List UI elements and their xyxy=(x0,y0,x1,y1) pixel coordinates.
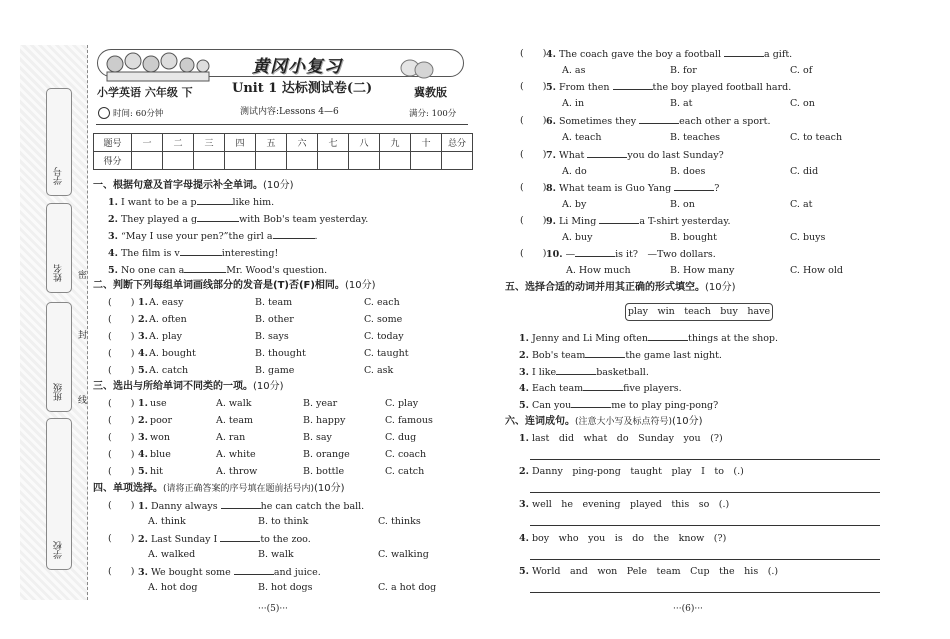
name-field[interactable] xyxy=(46,203,72,293)
time-label: 时间: 60分钟 xyxy=(113,109,164,119)
option-b: B. at xyxy=(670,98,693,109)
s1-item-2: 2. They played a g with Bob's team yesterday. xyxy=(108,214,369,225)
subject-label: 小学英语 六年级 下 xyxy=(97,86,193,99)
option-c: C. taught xyxy=(364,348,409,359)
option-a: A. often xyxy=(149,314,187,325)
answer-paren[interactable]: ( ) xyxy=(108,398,135,409)
score-input-cell[interactable] xyxy=(163,152,194,170)
answer-paren[interactable]: ( ) xyxy=(108,500,135,511)
option-c: C. buys xyxy=(790,232,826,243)
answer-paren[interactable]: ( ) xyxy=(520,149,547,160)
option-b: B. teaches xyxy=(670,132,721,143)
option-c: C. some xyxy=(364,314,403,325)
option-b: B. walk xyxy=(258,549,294,560)
section-2-title: 二、判断下列每组单词画线部分的发音是(T)否(F)相同。(10分) xyxy=(93,280,376,291)
option-b: B. says xyxy=(255,331,289,342)
answer-blank[interactable] xyxy=(587,149,627,158)
full-score-label: 满分: 100分 xyxy=(409,109,457,119)
section-4-title: 四、单项选择。(请将正确答案的序号填在题前括号内)(10分) xyxy=(93,483,345,494)
s5-item-3: 3. I like basketball. xyxy=(519,367,649,378)
option-c: C. play xyxy=(385,398,419,409)
option-c: C. at xyxy=(790,199,813,210)
s1-item-1: 1. I want to be a p like him. xyxy=(108,197,275,208)
option-a: A. by xyxy=(562,199,587,210)
section-3-title: 三、选出与所给单词不同类的一项。(10分) xyxy=(93,381,284,392)
answer-paren[interactable]: ( ) xyxy=(520,182,547,193)
answer-blank[interactable] xyxy=(599,215,639,224)
option-b: B. thought xyxy=(255,348,306,359)
answer-paren[interactable]: ( ) xyxy=(108,449,135,460)
score-input-cell[interactable] xyxy=(256,152,287,170)
score-cell: 八 xyxy=(349,134,380,152)
option-c: C. to teach xyxy=(790,132,843,143)
option-c: C. today xyxy=(364,331,404,342)
option-b: B. bought xyxy=(670,232,717,243)
given-word: blue xyxy=(150,449,171,460)
answer-line[interactable] xyxy=(530,481,880,493)
answer-blank[interactable] xyxy=(273,230,315,239)
option-a: A. easy xyxy=(149,297,184,308)
kids-illustration xyxy=(103,50,213,82)
option-a: A. teach xyxy=(562,132,602,143)
binding-xian: 线 xyxy=(78,396,88,406)
page-number-left: ···(5)··· xyxy=(258,604,288,614)
given-word: won xyxy=(150,432,170,443)
answer-paren[interactable]: ( ) xyxy=(520,215,547,226)
option-a: A. play xyxy=(149,331,183,342)
score-cell: 二 xyxy=(163,134,194,152)
option-c: C. dug xyxy=(385,432,417,443)
option-a: A. think xyxy=(148,516,186,527)
score-cell: 总分 xyxy=(442,134,473,152)
school-label: 学校 xyxy=(54,541,64,559)
word-bank: play win teach buy have xyxy=(625,303,773,321)
score-input-cell[interactable] xyxy=(225,152,256,170)
answer-blank[interactable] xyxy=(180,247,222,256)
option-c: C. How old xyxy=(790,265,843,276)
answer-line[interactable] xyxy=(530,548,880,560)
score-cell: 十 xyxy=(411,134,442,152)
edition-label: 冀教版 xyxy=(414,86,447,99)
answer-line[interactable] xyxy=(530,448,880,460)
option-a: A. walk xyxy=(216,398,252,409)
score-input-cell[interactable] xyxy=(380,152,411,170)
answer-paren[interactable]: ( ) xyxy=(108,566,135,577)
option-c: C. ask xyxy=(364,365,394,376)
answer-paren[interactable]: ( ) xyxy=(108,331,135,342)
answer-paren[interactable]: ( ) xyxy=(108,415,135,426)
option-b: B. to think xyxy=(258,516,309,527)
name-label: 姓名 xyxy=(54,264,64,282)
answer-blank[interactable] xyxy=(724,48,764,57)
answer-blank[interactable] xyxy=(613,81,653,90)
score-cell: 一 xyxy=(132,134,163,152)
option-c: C. did xyxy=(790,166,819,177)
option-b: B. say xyxy=(303,432,332,443)
score-table-header-row xyxy=(94,134,473,152)
option-c: C. catch xyxy=(385,466,425,477)
answer-blank[interactable] xyxy=(556,366,596,375)
answer-blank[interactable] xyxy=(197,196,233,205)
option-a: A. in xyxy=(562,98,585,109)
given-word: use xyxy=(150,398,167,409)
option-a: A. ran xyxy=(216,432,246,443)
s6-item-4: 4. boy who you is do the know (?) xyxy=(519,533,727,544)
option-b: B. on xyxy=(670,199,695,210)
option-b: B. other xyxy=(255,314,294,325)
option-c: C. each xyxy=(364,297,400,308)
student-id-field[interactable] xyxy=(46,88,72,196)
class-field[interactable] xyxy=(46,302,72,412)
score-input-cell[interactable] xyxy=(411,152,442,170)
score-cell: 三 xyxy=(194,134,225,152)
option-c: C. famous xyxy=(385,415,433,426)
content-label: 测试内容:Lessons 4—6 xyxy=(240,107,339,117)
option-a: A. hot dog xyxy=(148,582,198,593)
option-c: C. coach xyxy=(385,449,427,460)
answer-blank[interactable] xyxy=(639,115,679,124)
answer-paren[interactable]: ( ) xyxy=(520,115,547,126)
unit-title: Unit 1 达标测试卷(二) xyxy=(232,81,373,96)
s1-item-3: 3. “May I use your pen?”the girl a . xyxy=(108,231,318,242)
answer-paren[interactable]: ( ) xyxy=(108,533,135,544)
answer-blank[interactable] xyxy=(184,264,226,273)
score-cell: 五 xyxy=(256,134,287,152)
section-5-title: 五、选择合适的动词并用其正确的形式填空。(10分) xyxy=(505,282,736,293)
header-rule xyxy=(96,124,468,125)
answer-blank[interactable] xyxy=(220,533,260,542)
option-c: C. on xyxy=(790,98,815,109)
option-b: B. How many xyxy=(670,265,735,276)
option-b: B. game xyxy=(255,365,295,376)
score-input-cell[interactable] xyxy=(132,152,163,170)
option-a: A. do xyxy=(562,166,587,177)
option-b: B. orange xyxy=(303,449,350,460)
option-c: C. of xyxy=(790,65,813,76)
option-c: C. walking xyxy=(378,549,429,560)
option-a: A. bought xyxy=(149,348,196,359)
answer-blank[interactable] xyxy=(585,349,625,358)
answer-blank[interactable] xyxy=(583,382,623,391)
option-b: B. does xyxy=(670,166,706,177)
school-field[interactable] xyxy=(46,418,72,570)
class-label: 班级 xyxy=(54,383,64,401)
score-cell: 九 xyxy=(380,134,411,152)
answer-paren[interactable]: ( ) xyxy=(520,81,547,92)
answer-paren[interactable]: ( ) xyxy=(108,466,135,477)
answer-paren[interactable]: ( ) xyxy=(108,365,135,376)
answer-blank[interactable] xyxy=(674,182,714,191)
binding-mi: 密 xyxy=(78,271,88,281)
s1-item-5: 5. No one can a Mr. Wood's question. xyxy=(108,265,328,276)
option-b: B. for xyxy=(670,65,697,76)
answer-blank[interactable] xyxy=(575,248,615,257)
option-b: B. happy xyxy=(303,415,346,426)
s6-item-1: 1. last did what do Sunday you (?) xyxy=(519,433,723,444)
given-word: poor xyxy=(150,415,173,426)
answer-blank[interactable] xyxy=(234,566,274,575)
banner-title: 黄冈小复习 xyxy=(252,57,342,77)
answer-paren[interactable]: ( ) xyxy=(520,48,547,59)
score-input-cell[interactable] xyxy=(287,152,318,170)
option-a: A. team xyxy=(216,415,254,426)
score-cell: 四 xyxy=(225,134,256,152)
answer-blank[interactable] xyxy=(571,399,611,408)
score-table-score-row xyxy=(94,152,473,170)
option-b: B. bottle xyxy=(303,466,345,477)
answer-blank[interactable] xyxy=(197,213,239,222)
option-c: C. thinks xyxy=(378,516,421,527)
answer-blank[interactable] xyxy=(221,500,261,509)
s5-item-5: 5. Can you me to play ping-pong? xyxy=(519,400,719,411)
option-c: C. a hot dog xyxy=(378,582,437,593)
answer-paren[interactable]: ( ) xyxy=(520,248,547,259)
s6-item-5: 5. World and won Pele team Cup the his (.) xyxy=(519,566,779,577)
s6-item-2: 2. Danny ping-pong taught play I to (.) xyxy=(519,466,744,477)
option-a: A. How much xyxy=(566,265,631,276)
s5-item-2: 2. Bob's team the game last night. xyxy=(519,350,722,361)
binding-feng: 封 xyxy=(78,331,88,341)
score-input-cell[interactable] xyxy=(349,152,380,170)
answer-blank[interactable] xyxy=(648,332,688,341)
s6-item-3: 3. well he evening played this so (.) xyxy=(519,499,730,510)
score-cell: 六 xyxy=(287,134,318,152)
score-cell: 七 xyxy=(318,134,349,152)
answer-line[interactable] xyxy=(530,514,880,526)
section-1-title: 一、根据句意及首字母提示补全单词。(10分) xyxy=(93,180,294,191)
option-a: A. buy xyxy=(562,232,593,243)
option-b: B. hot dogs xyxy=(258,582,313,593)
clock-icon xyxy=(98,107,110,119)
answer-paren[interactable]: ( ) xyxy=(108,314,135,325)
option-b: B. year xyxy=(303,398,338,409)
option-a: A. catch xyxy=(149,365,189,376)
s5-item-4: 4. Each team five players. xyxy=(519,383,682,394)
option-a: A. walked xyxy=(148,549,196,560)
s5-item-1: 1. Jenny and Li Ming often things at the shop. xyxy=(519,333,779,344)
answer-paren[interactable]: ( ) xyxy=(108,348,135,359)
score-input-cell[interactable] xyxy=(194,152,225,170)
section-6-title: 六、连词成句。(注意大小写及标点符号)(10分) xyxy=(505,416,703,427)
student-id-label: 学号 xyxy=(54,167,64,185)
score-row-label: 得分 xyxy=(94,152,132,170)
option-a: A. as xyxy=(562,65,586,76)
score-input-cell[interactable] xyxy=(442,152,473,170)
option-a: A. throw xyxy=(216,466,258,477)
option-a: A. white xyxy=(216,449,256,460)
balloons-illustration xyxy=(398,58,438,88)
answer-paren[interactable]: ( ) xyxy=(108,297,135,308)
score-input-cell[interactable] xyxy=(318,152,349,170)
s1-item-4: 4. The film is v interesting! xyxy=(108,248,279,259)
option-b: B. team xyxy=(255,297,293,308)
page-number-right: ···(6)··· xyxy=(673,604,703,614)
score-table xyxy=(93,133,473,170)
score-cell: 题号 xyxy=(94,134,132,152)
answer-line[interactable] xyxy=(530,581,880,593)
answer-paren[interactable]: ( ) xyxy=(108,432,135,443)
given-word: hit xyxy=(150,466,163,477)
